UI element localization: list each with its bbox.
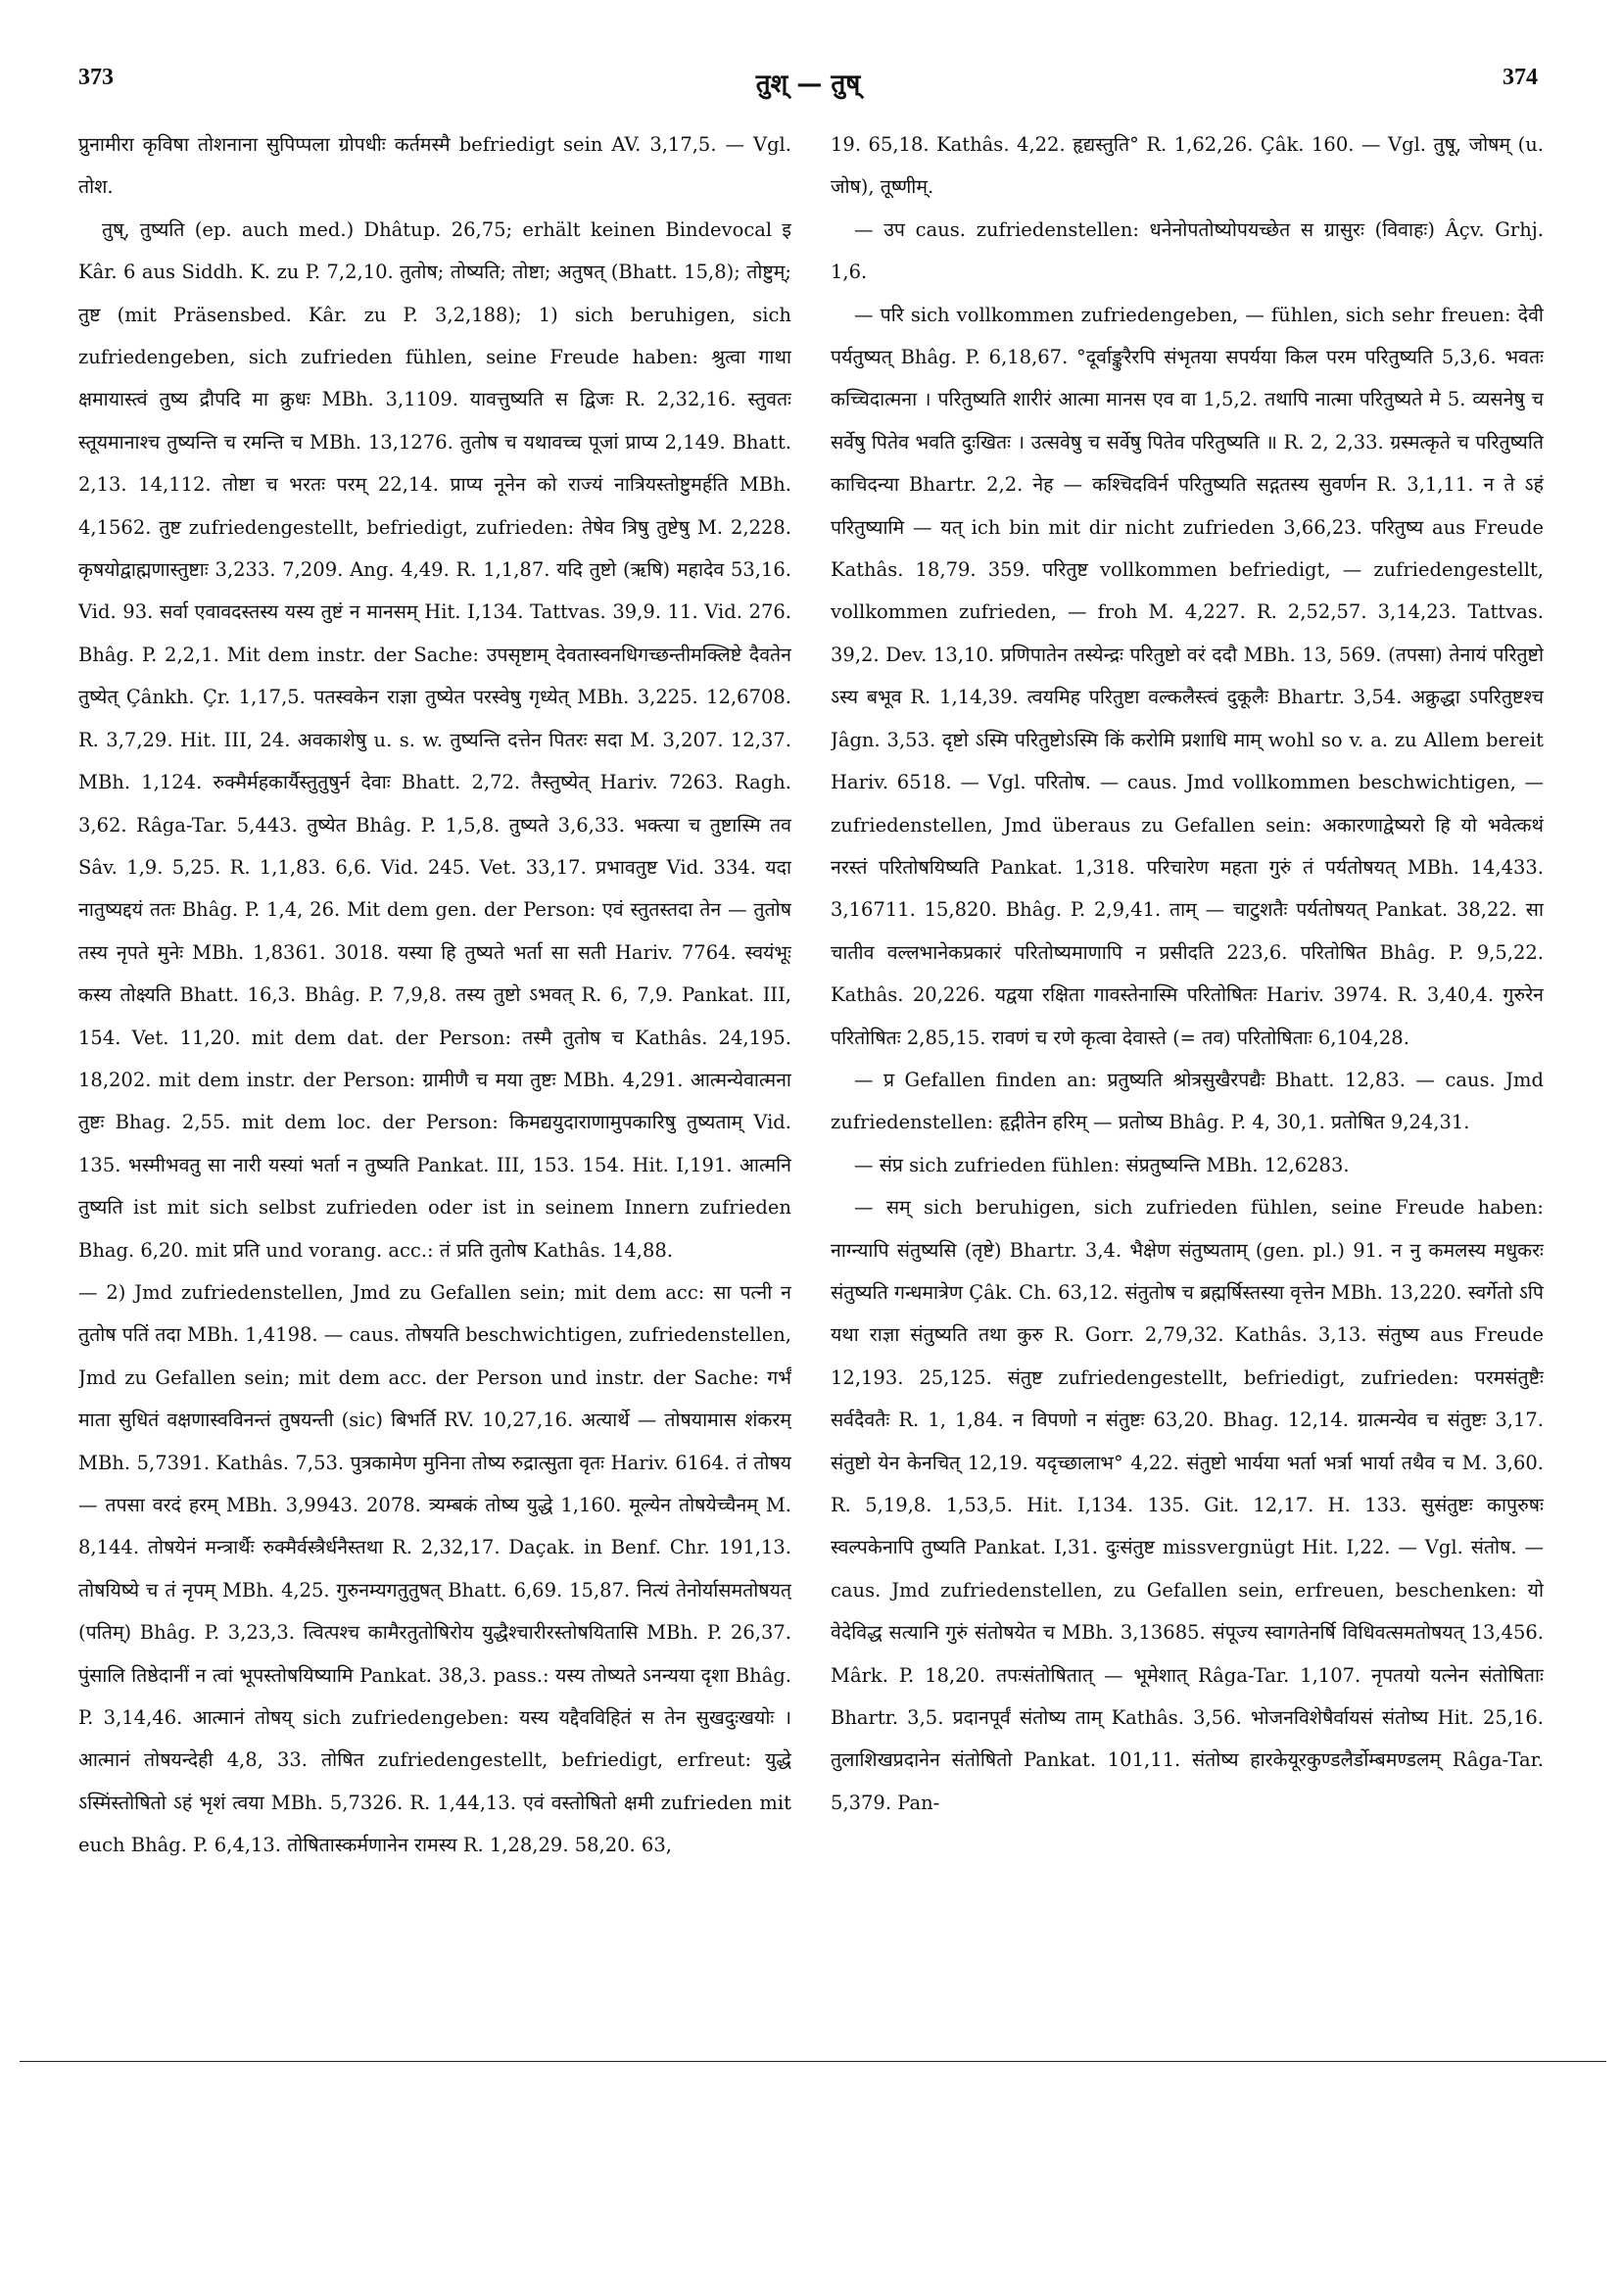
paragraph: प्रुनामीरा कृविषा तोशनाना सुपिप्पला ग्रोपधीः कर्तमस्मै befriedigt sein AV. 3,17,5. — Vgl. तोश.: [78, 133, 791, 199]
paragraph: — संप्र sich zufrieden fühlen: संप्रतुष्यन्ति MBh. 12,6283.: [854, 1153, 1350, 1176]
paragraph: — उप caus. zufriedenstellen: धनेनोपतोष्योपयच्छेत स ग्रासुरः (विवाहः) Âçv. Grhj. 1,6.: [831, 217, 1544, 284]
right-page-number: 374: [1503, 65, 1538, 90]
paragraph: — प्र Gefallen finden an: प्रतुष्यति श्रोत्रसुखैरपद्यैः Bhatt. 12,83. — caus. Jmd zufriedenstellen: हृद्गीतेन हरिम् — प्रतोष्य Bhâg. P. 4, 30,1. प्रतोषित 9,24,31.: [831, 1068, 1544, 1134]
paragraph: 19. 65,18. Kathâs. 4,22. हृद्यस्तुति° R. 1,62,26. Çâk. 160. — Vgl. तुषू, जोषम् (u. जोष), तूष्णीम्.: [831, 133, 1544, 199]
footer-rule: [20, 2061, 1606, 2062]
paragraph: — सम् sich beruhigen, sich zufrieden fühlen, seine Freude haben: नाग्न्यापि संतुष्यसि (तृष्टे) Bhartr. 3,4. भैक्षेण संतुष्यताम् (gen. pl.) 91. न नु कमलस्य मधुकरः संतुष्यति गन्धमात्रेण Çâk. Ch. 63,12. संतुतोष च ब्रह्मर्षिस्तस्या वृत्तेन MBh. 13,220. स्वर्गेतो ऽपि यथा राज्ञा संतुष्यति तथा कुरु R. Gorr. 2,79,32. Kathâs. 3,13. संतुष्य aus Freude 12,193. 25,125. संतुष्ट zufriedengestellt, befriedigt, zufrieden: परमसंतुष्टैः सर्वदैवतैः R. 1, 1,84. न विपणो न संतुष्टः 63,20. Bhag. 12,14. ग्रात्मन्येव च संतुष्टः 3,17. संतुष्टो येन केनचित् 12,19. यदृच्छालाभ° 4,22. संतुष्टो भार्यया भर्ता भर्त्रा भार्या तथैव च M. 3,60. R. 5,19,8. 1,53,5. Hit. I,134. 135. Git. 12,17. H. 133. सुसंतुष्टः कापुरुषः स्वल्पकेनापि तुष्यति Pankat. I,31. दुःसंतुष्ट missvergnügt Hit. I,22. — Vgl. संतोष. — caus. Jmd zufriedenstellen, zu Gefallen sein, erfreuen, beschenken: यो वेदेविद्ध सत्यानि गुरुं संतोषयेत च MBh. 3,13685. संपूज्य स्वागतेनर्षि विधिवत्समतोषयत् 13,456. Mârk. P. 18,20. तपःसंतोषितात् — भूमेशात् Râga-Tar. 1,107. नृपतयो यत्नेन संतोषिताः Bhartr. 3,5. प्रदानपूर्वं संतोष्य ताम् Kathâs. 3,56. भोजनविशेषैर्वायसं संतोष्य Hit. 25,16. तुलाशिखप्रदानेन संतोषितो Pankat. 101,11. संतोष्य हारकेयूरकुण्डलैर्डोम्बमण्डलम् Râga-Tar. 5,379. Pan-: [831, 1196, 1544, 1814]
paragraph: — 2) Jmd zufriedenstellen, Jmd zu Gefallen sein; mit dem acc: सा पत्नी न तुतोष पतिं तदा MBh. 1,4198. — caus. तोषयति beschwichtigen, zufriedenstellen, Jmd zu Gefallen sein; mit dem acc. der Person und instr. der Sache: गर्भं माता सुधितं वक्षणास्वविनन्तं तुषयन्ती (sic) बिभर्ति RV. 10,27,16. अत्यार्थे — तोषयामास शंकरम् MBh. 5,7391. Kathâs. 7,53. पुत्रकामेण मुनिना तोष्य रुद्रात्सुता वृतः Hariv. 6164. तं तोषय — तपसा वरदं हरम् MBh. 3,9943. 2078. त्र्यम्बकं तोष्य युद्धे 1,160. मूल्येन तोषयेच्चैनम् M. 8,144. तोषयेनं मन्त्रार्थैः रुक्मैर्वस्त्रैर्धनैस्तथा R. 2,32,17. Daçak. in Benf. Chr. 191,13. तोषयिष्ये च तं नृपम् MBh. 4,25. गुरुनम्यगतुतुषत् Bhatt. 6,69. 15,87. नित्यं तेनोर्यासमतोषयत् (पतिम्) Bhâg. P. 3,23,3. त्वित्पश्च कामैरतुतोषिरोय युद्धैश्चारीरस्तोषयितासि MBh. P. 26,37. पुंसालि तिष्ठेदानीं न त्वां भूपस्तोषयिष्यामि Pankat. 38,3. pass.: यस्य तोष्यते ऽनन्यया दृशा Bhâg. P. 3,14,46. आत्मानं तोषय् sich zufriedengeben: यस्य यद्दैवविहितं स तेन सुखदुःखयोः । आत्मानं तोषयन्देही 4,8, 33. तोषित zufriedengestellt, befriedigt, erfreut: युद्धे ऽस्मिंस्तोषितो ऽहं भृशं त्वया MBh. 5,7326. R. 1,44,13. एवं वस्तोषितो क्षमी zufrieden mit euch Bhâg. P. 6,4,13. तोषितास्कर्मणानेन रामस्य R. 1,28,29. 58,20. 63,: [78, 1280, 791, 1857]
running-head: तुश् — तुष्: [755, 70, 861, 99]
page-header: [78, 65, 1538, 114]
right-column: [831, 123, 1544, 2004]
paragraph: तुष्, तुष्यति (ep. auch med.) Dhâtup. 26,75; erhält keinen Bindevocal इ Kâr. 6 aus Siddh. K. zu P. 7,2,10. तुतोष; तोष्यति; तोष्टा; अतुषत् (Bhatt. 15,8); तोष्टुम्; तुष्ट (mit Präsensbed. Kâr. zu P. 3,2,188); 1) sich beruhigen, sich zufriedengeben, sich zufrieden fühlen, seine Freude haben: श्रुत्वा गाथा क्षमायास्त्वं तुष्य द्रौपदि मा क्रुधः MBh. 3,1109. यावत्तुष्यति स द्विजः R. 2,32,16. स्तुवतः स्तूयमानाश्च तुष्यन्ति च रमन्ति च MBh. 13,1276. तुतोष च यथावच्च पूजां प्राप्य 2,149. Bhatt. 2,13. 14,112. तोष्टा च भरतः परम् 22,14. प्राप्य नूनेन को राज्यं नात्रियस्तोष्टुमर्हति MBh. 4,1562. तुष्ट zufriedengestellt, befriedigt, zufrieden: तेषेव त्रिषु तुष्टेषु M. 2,228. कृषयोद्वाह्मणास्तुष्टाः 3,233. 7,209. Ang. 4,49. R. 1,1,87. यदि तुष्टो (ऋषि) महादेव 53,16. Vid. 93. सर्वा एवावदस्तस्य यस्य तुष्टं न मानसम् Hit. I,134. Tattvas. 39,9. 11. Vid. 276. Bhâg. P. 2,2,1. Mit dem instr. der Sache: उपसृष्टाम् देवतास्वनधिगच्छन्तीमक्लिष्टे दैवतेन तुष्येत् Çânkh. Çr. 1,17,5. पतस्वकेन राज्ञा तुष्येत परस्वेषु गृध्येत् MBh. 3,225. 12,6708. R. 3,7,29. Hit. III, 24. अवकाशेषु u. s. w. तुष्यन्ति दत्तेन पितरः सदा M. 3,207. 12,37. MBh. 1,124. रुक्मैर्महकार्यैस्तुतुषुर्न देवाः Bhatt. 2,72. तैस्तुष्येत् Hariv. 7263. Ragh. 3,62. Râga-Tar. 5,443. तुष्येत Bhâg. P. 1,5,8. तुष्यते 3,6,33. भक्त्या च तुष्टास्मि तव Sâv. 1,9. 5,25. R. 1,1,83. 6,6. Vid. 245. Vet. 33,17. प्रभावतुष्ट Vid. 334. यदा नातुष्यद्दयं ततः Bhâg. P. 1,4, 26. Mit dem gen. der Person: एवं स्तुतस्तदा तेन — तुतोष तस्य नृपते मुनेः MBh. 1,8361. 3018. यस्या हि तुष्यते भर्ता सा सती Hariv. 7764. स्वयंभूः कस्य तोक्ष्यति Bhatt. 16,3. Bhâg. P. 7,9,8. तस्य तुष्टो ऽभवत् R. 6, 7,9. Pankat. III, 154. Vet. 11,20. mit dem dat. der Person: तस्मै तुतोष च Kathâs. 24,195. 18,202. mit dem instr. der Person: ग्रामीणै च मया तुष्टः MBh. 4,291. आत्मन्येवात्मना तुष्टः Bhag. 2,55. mit dem loc. der Person: किमद्ययुदाराणामुपकारिषु तुष्यताम् Vid. 135. भस्मीभवतु सा नारी यस्यां भर्ता न तुष्यति Pankat. III, 153. 154. Hit. I,191. आत्मनि तुष्यति ist mit sich selbst zufrieden oder ist in seinem Innern zufrieden Bhag. 6,20. mit प्रति und vorang. acc.: तं प्रति तुतोष Kathâs. 14,88.: [78, 217, 791, 1262]
left-page-number: 373: [78, 65, 114, 90]
left-column: [78, 123, 791, 2004]
paragraph: — परि sich vollkommen zufriedengeben, — fühlen, sich sehr freuen: देवी पर्यतुष्यत् Bhâg. P. 6,18,67. °दूर्वाङ्कुरैरपि संभृतया सपर्यया किल परम परितुष्यति 5,3,6. भवतः कच्चिदात्मना । परितुष्यति शारीरं आत्मा मानस एव वा 1,5,2. तथापि नात्मा परितुष्यते मे 5. व्यसनेषु च सर्वेषु पितेव भवति दुःखितः । उत्सवेषु च सर्वेषु पितेव परितुष्यति ॥ R. 2, 2,33. ग्रस्मत्कृते च परितुष्यति काचिदन्या Bhartr. 2,2. नेह — कश्चिदविर्न परितुष्यति सद्गतस्य सुवर्णन R. 3,1,11. न ते ऽहं परितुष्यामि — यत् ich bin mit dir nicht zufrieden 3,66,23. परितुष्य aus Freude Kathâs. 18,79. 359. परितुष्ट vollkommen befriedigt, — zufriedengestellt, vollkommen zufrieden, — froh M. 4,227. R. 2,52,57. 3,14,23. Tattvas. 39,2. Dev. 13,10. प्रणिपातेन तस्येन्द्रः परितुष्टो वरं ददौ MBh. 13, 569. (तपसा) तेनायं परितुष्टो ऽस्य बभूव R. 1,14,39. त्वयमिह परितुष्टा वल्कलैस्त्वं दुकूलैः Bhartr. 3,54. अक्रुद्धा ऽपरितुष्टश्च Jâgn. 3,53. दृष्टो ऽस्मि परितुष्टोऽस्मि किं करोमि प्रशाधि माम् wohl so v. a. zu Allem bereit Hariv. 6518. — Vgl. परितोष. — caus. Jmd vollkommen beschwichtigen, — zufriedenstellen, Jmd überaus zu Gefallen sein: अकारणाद्वेष्यरो हि यो भवेत्कथं नरस्तं परितोषयिष्यति Pankat. 1,318. परिचारेण महता गुरुं तं पर्यतोषयत् MBh. 14,433. 3,16711. 15,820. Bhâg. P. 2,9,41. ताम् — चाटुशतैः पर्यतोषयत् Pankat. 38,22. सा चातीव वल्लभानेकप्रकारं परितोष्यमाणापि न प्रसीदति 223,6. परितोषित Bhâg. P. 9,5,22. Kathâs. 20,226. यद्वया रक्षिता गावस्तेनास्मि परितोषितः Hariv. 3974. R. 3,40,4. गुरुरेन परितोषितः 2,85,15. रावणं च रणे कृत्वा देवास्ते (= तव) परितोषिताः 6,104,28.: [831, 303, 1544, 1049]
